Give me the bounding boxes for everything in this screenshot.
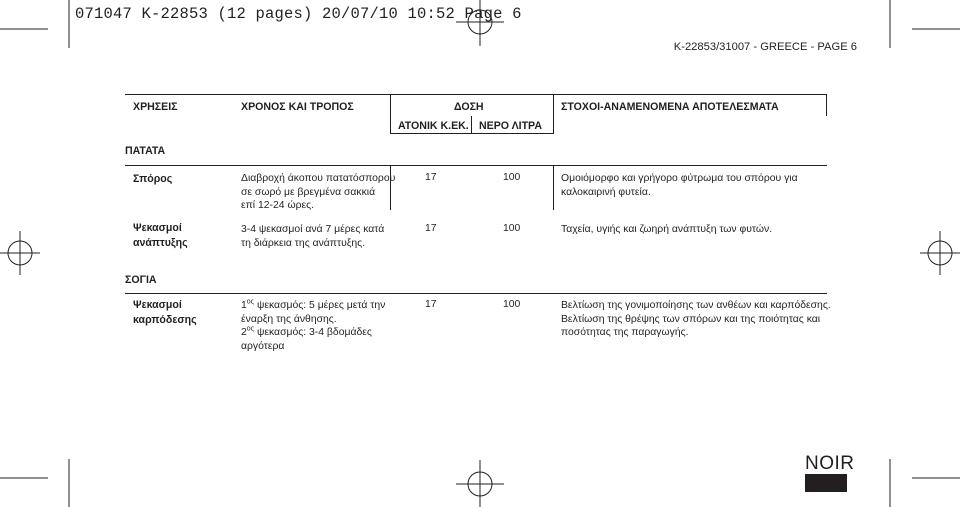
row-goal: Ομοιόμορφο και γρήγορο φύτρωμα του σπόρου για καλοκαιρινή φυτεία. — [561, 173, 798, 198]
dose-left-rule — [390, 94, 391, 134]
row-time-method: Διαβροχή άκοπου πατατόσπορου σε σωρό με βρεγμένα σακκιά επί 12-24 ώρες. — [241, 173, 396, 212]
row-atonik-dose: 17 — [425, 223, 437, 234]
header-uses: ΧΡΗΣΕΙΣ — [133, 101, 178, 113]
row-goal: Ταχεία, υγιής και ζωηρή ανάπτυξη των φυτών. — [561, 224, 773, 235]
dose-right-rule — [553, 94, 554, 134]
row-water-liters: 100 — [503, 172, 521, 183]
section1-top-rule — [125, 165, 827, 166]
color-swatch-black — [805, 474, 847, 492]
section-title-potato: ΠΑΤΑΤΑ — [125, 145, 166, 157]
row-use: Ψεκασμοί ανάπτυξης — [133, 222, 188, 249]
row-water-liters: 100 — [503, 299, 521, 310]
row-goal: Βελτίωση της γονιμοποίησης των ανθέων και καρπόδεσης. Βελτίωση της θρέψης των σπόρων και της ποιότητας και ποσότητας της παραγωγής. — [561, 300, 831, 339]
goal-right-rule — [826, 94, 827, 116]
row1-dose-rule-right — [553, 165, 554, 210]
subheader-water: ΝΕΡΟ ΛΙΤΡΑ — [479, 120, 542, 132]
page-reference: K-22853/31007 - GREECE - PAGE 6 — [673, 41, 857, 53]
row-atonik-dose: 17 — [425, 172, 437, 183]
header-time-method: ΧΡΟΝΟΣ ΚΑΙ ΤΡΟΠΟΣ — [241, 101, 354, 113]
row-water-liters: 100 — [503, 223, 521, 234]
row-use: Σπόρος — [133, 173, 173, 185]
section-title-soy: ΣΟΓΙΑ — [125, 274, 157, 286]
header-dose: ΔΟΣΗ — [454, 101, 484, 113]
row-time-method: $1^{o\varsigma}$ ψεκασμός: 5 μέρες μετά την έναρξη της άνθησης. $2^{o\varsigma}$ ψεκασμός: 3-4 βδομάδες αργότερα — [241, 298, 386, 352]
section2-top-rule — [125, 293, 827, 294]
row-time-method: 3-4 ψεκασμοί ανά 7 μέρες κατά τη διάρκεια της ανάπτυξης. — [241, 224, 385, 249]
row-use: Ψεκασμοί καρπόδεσης — [133, 299, 197, 326]
subheader-atonik: ΑΤΟΝΙΚ Κ.ΕΚ. — [398, 120, 469, 132]
dose-mid-rule — [471, 116, 472, 134]
row-atonik-dose: 17 — [425, 299, 437, 310]
color-separation-label: NOIR — [805, 453, 855, 474]
header-goals: ΣΤΟΧΟΙ-ΑΝΑΜΕΝΟΜΕΝΑ ΑΠΟΤΕΛΕΣΜΑΤΑ — [561, 101, 779, 113]
table-top-rule — [125, 94, 827, 95]
print-slug: 071047 K-22853 (12 pages) 20/07/10 10:52 Page 6 — [75, 5, 522, 23]
